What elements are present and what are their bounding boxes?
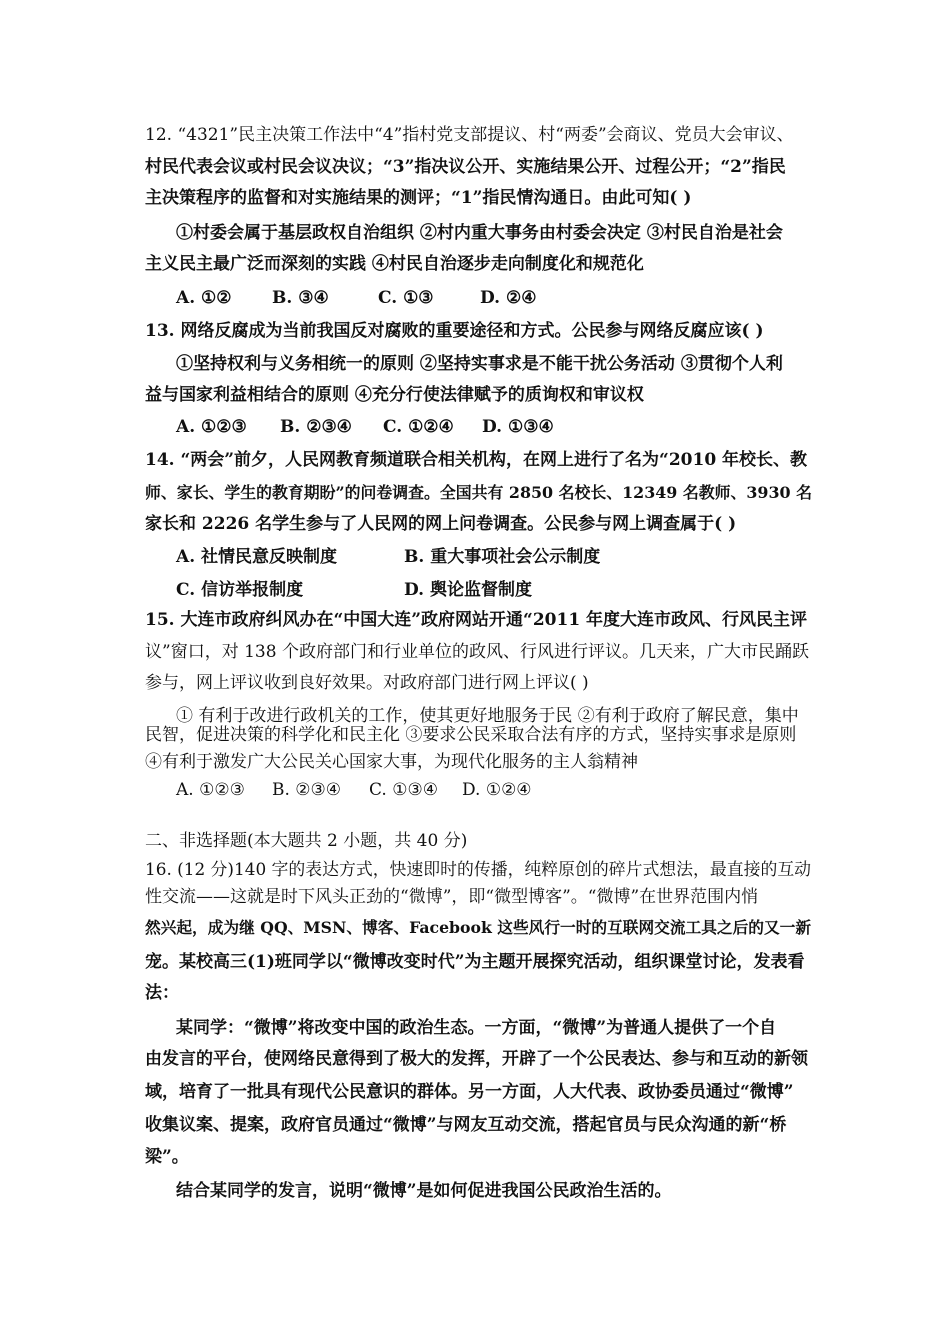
q13-option-b: B. ②③④ [280, 417, 352, 437]
q16-material-line-1: 某同学：“微博”将改变中国的政治生态。一方面，“微博”为普通人提供了一个自 [176, 1018, 777, 1038]
q15-options [0, 773, 950, 807]
q15-statements-line-3: ④有利于激发广大公民关心国家大事，为现代化服务的主人翁精神 [145, 752, 638, 772]
q15-statements-line-1: ① 有利于改进行政机关的工作，使其更好地服务于民 ②有利于政府了解民意，集中 [176, 706, 799, 726]
q16-question: 结合某同学的发言，说明“微博”是如何促进我国公民政治生活的。 [176, 1181, 672, 1201]
q12-option-c: C. ①③ [378, 288, 434, 308]
q15-stem-line-3: 参与，网上评议收到良好效果。对政府部门进行网上评议( ) [145, 673, 589, 693]
q16-material-line-2: 由发言的平台，使网络民意得到了极大的发挥，开辟了一个公民表达、参与和互动的新领 [145, 1049, 808, 1069]
q13-option-a: A. ①②③ [176, 417, 247, 437]
q12-options [0, 281, 950, 315]
q16-stem-line-4: 宠。某校高三(1)班同学以“微博改变时代”为主题开展探究活动，组织课堂讨论，发表看 [145, 952, 805, 972]
q13-statements-line-1: ①坚持权利与义务相统一的原则 ②坚持实事求是不能干扰公务活动 ③贯彻个人利 [176, 354, 783, 374]
q14-options-row-1 [0, 540, 950, 574]
q12-statements-line-1: ①村委会属于基层政权自治组织 ②村内重大事务由村委会决定 ③村民自治是社会 [176, 223, 783, 243]
q15-option-c: C. ①③④ [369, 780, 438, 800]
q14-stem-line-2: 师、家长、学生的教育期盼”的问卷调查。全国共有 2850 名校长、12349 名教师、3930 名 [145, 483, 812, 502]
q13-option-d: D. ①③④ [482, 417, 554, 437]
q14-option-d: D. 舆论监督制度 [404, 580, 532, 600]
q15-stem-line-2: 议”窗口，对 138 个政府部门和行业单位的政风、行风进行评议。几天来，广大市民踊跃 [145, 642, 809, 662]
q13-stem: 13. 网络反腐成为当前我国反对腐败的重要途径和方式。公民参与网络反腐应该( ) [145, 321, 764, 341]
q14-stem-line-1: 14. “两会”前夕，人民网教育频道联合相关机构，在网上进行了名为“2010 年校长、教 [145, 450, 808, 470]
section-2-heading: 二、非选择题(本大题共 2 小题，共 40 分) [145, 831, 468, 851]
q15-stem-line-1: 15. 大连市政府纠风办在“中国大连”政府网站开通“2011 年度大连市政风、行风民主评 [145, 610, 808, 630]
q15-statements-line-2: 民智，促进决策的科学化和民主化 ③要求公民采取合法有序的方式，坚持实事求是原则 [145, 725, 797, 745]
q16-material-line-5: 梁”。 [145, 1147, 189, 1167]
q14-stem-line-3: 家长和 2226 名学生参与了人民网的网上问卷调查。公民参与网上调查属于( ) [145, 514, 737, 534]
q12-statements-line-2: 主义民主最广泛而深刻的实践 ④村民自治逐步走向制度化和规范化 [145, 254, 644, 274]
q15-option-b: B. ②③④ [272, 780, 342, 800]
q16-stem-line-3: 然兴起，成为继 QQ、MSN、博客、Facebook 这些风行一时的互联网交流工具之后的又一新 [145, 918, 812, 937]
q16-material-line-4: 收集议案、提案，政府官员通过“微博”与网友互动交流，搭起官员与民众沟通的新“桥 [145, 1115, 787, 1135]
q16-material-line-3: 域，培育了一批具有现代公民意识的群体。另一方面，人大代表、政协委员通过“微博” [145, 1082, 794, 1102]
q13-statements-line-2: 益与国家利益相结合的原则 ④充分行使法律赋予的质询权和审议权 [145, 385, 644, 405]
q12-option-d: D. ②④ [480, 288, 537, 308]
q14-option-b: B. 重大事项社会公示制度 [404, 547, 601, 567]
q12-option-b: B. ③④ [272, 288, 329, 308]
q12-stem-line-2: 村民代表会议或村民会议决议；“3”指决议公开、实施结果公开、过程公开；“2”指民 [145, 157, 786, 177]
q14-options-row-2 [0, 573, 950, 607]
q14-option-c: C. 信访举报制度 [176, 580, 304, 600]
q14-option-a: A. 社情民意反映制度 [176, 547, 338, 567]
q12-stem-line-3: 主决策程序的监督和对实施结果的测评；“1”指民情沟通日。由此可知( ) [145, 188, 692, 208]
q15-option-a: A. ①②③ [176, 780, 245, 800]
q16-stem-line-1: 16. (12 分)140 字的表达方式，快速即时的传播，纯粹原创的碎片式想法，最直接的互动 [145, 859, 812, 879]
q13-option-c: C. ①②④ [383, 417, 454, 437]
q12-option-a: A. ①② [176, 288, 232, 308]
q13-options [0, 410, 950, 444]
q16-stem-line-2: 性交流——这就是时下风头正劲的“微博”，即“微型博客”。“微博”在世界范围内悄 [145, 887, 759, 907]
q15-option-d: D. ①②④ [462, 780, 532, 800]
q12-stem-line-1: 12. “4321”民主决策工作法中“4”指村党支部提议、村“两委”会商议、党员大会审议、 [145, 125, 794, 145]
q16-stem-line-5: 法： [145, 983, 179, 1003]
